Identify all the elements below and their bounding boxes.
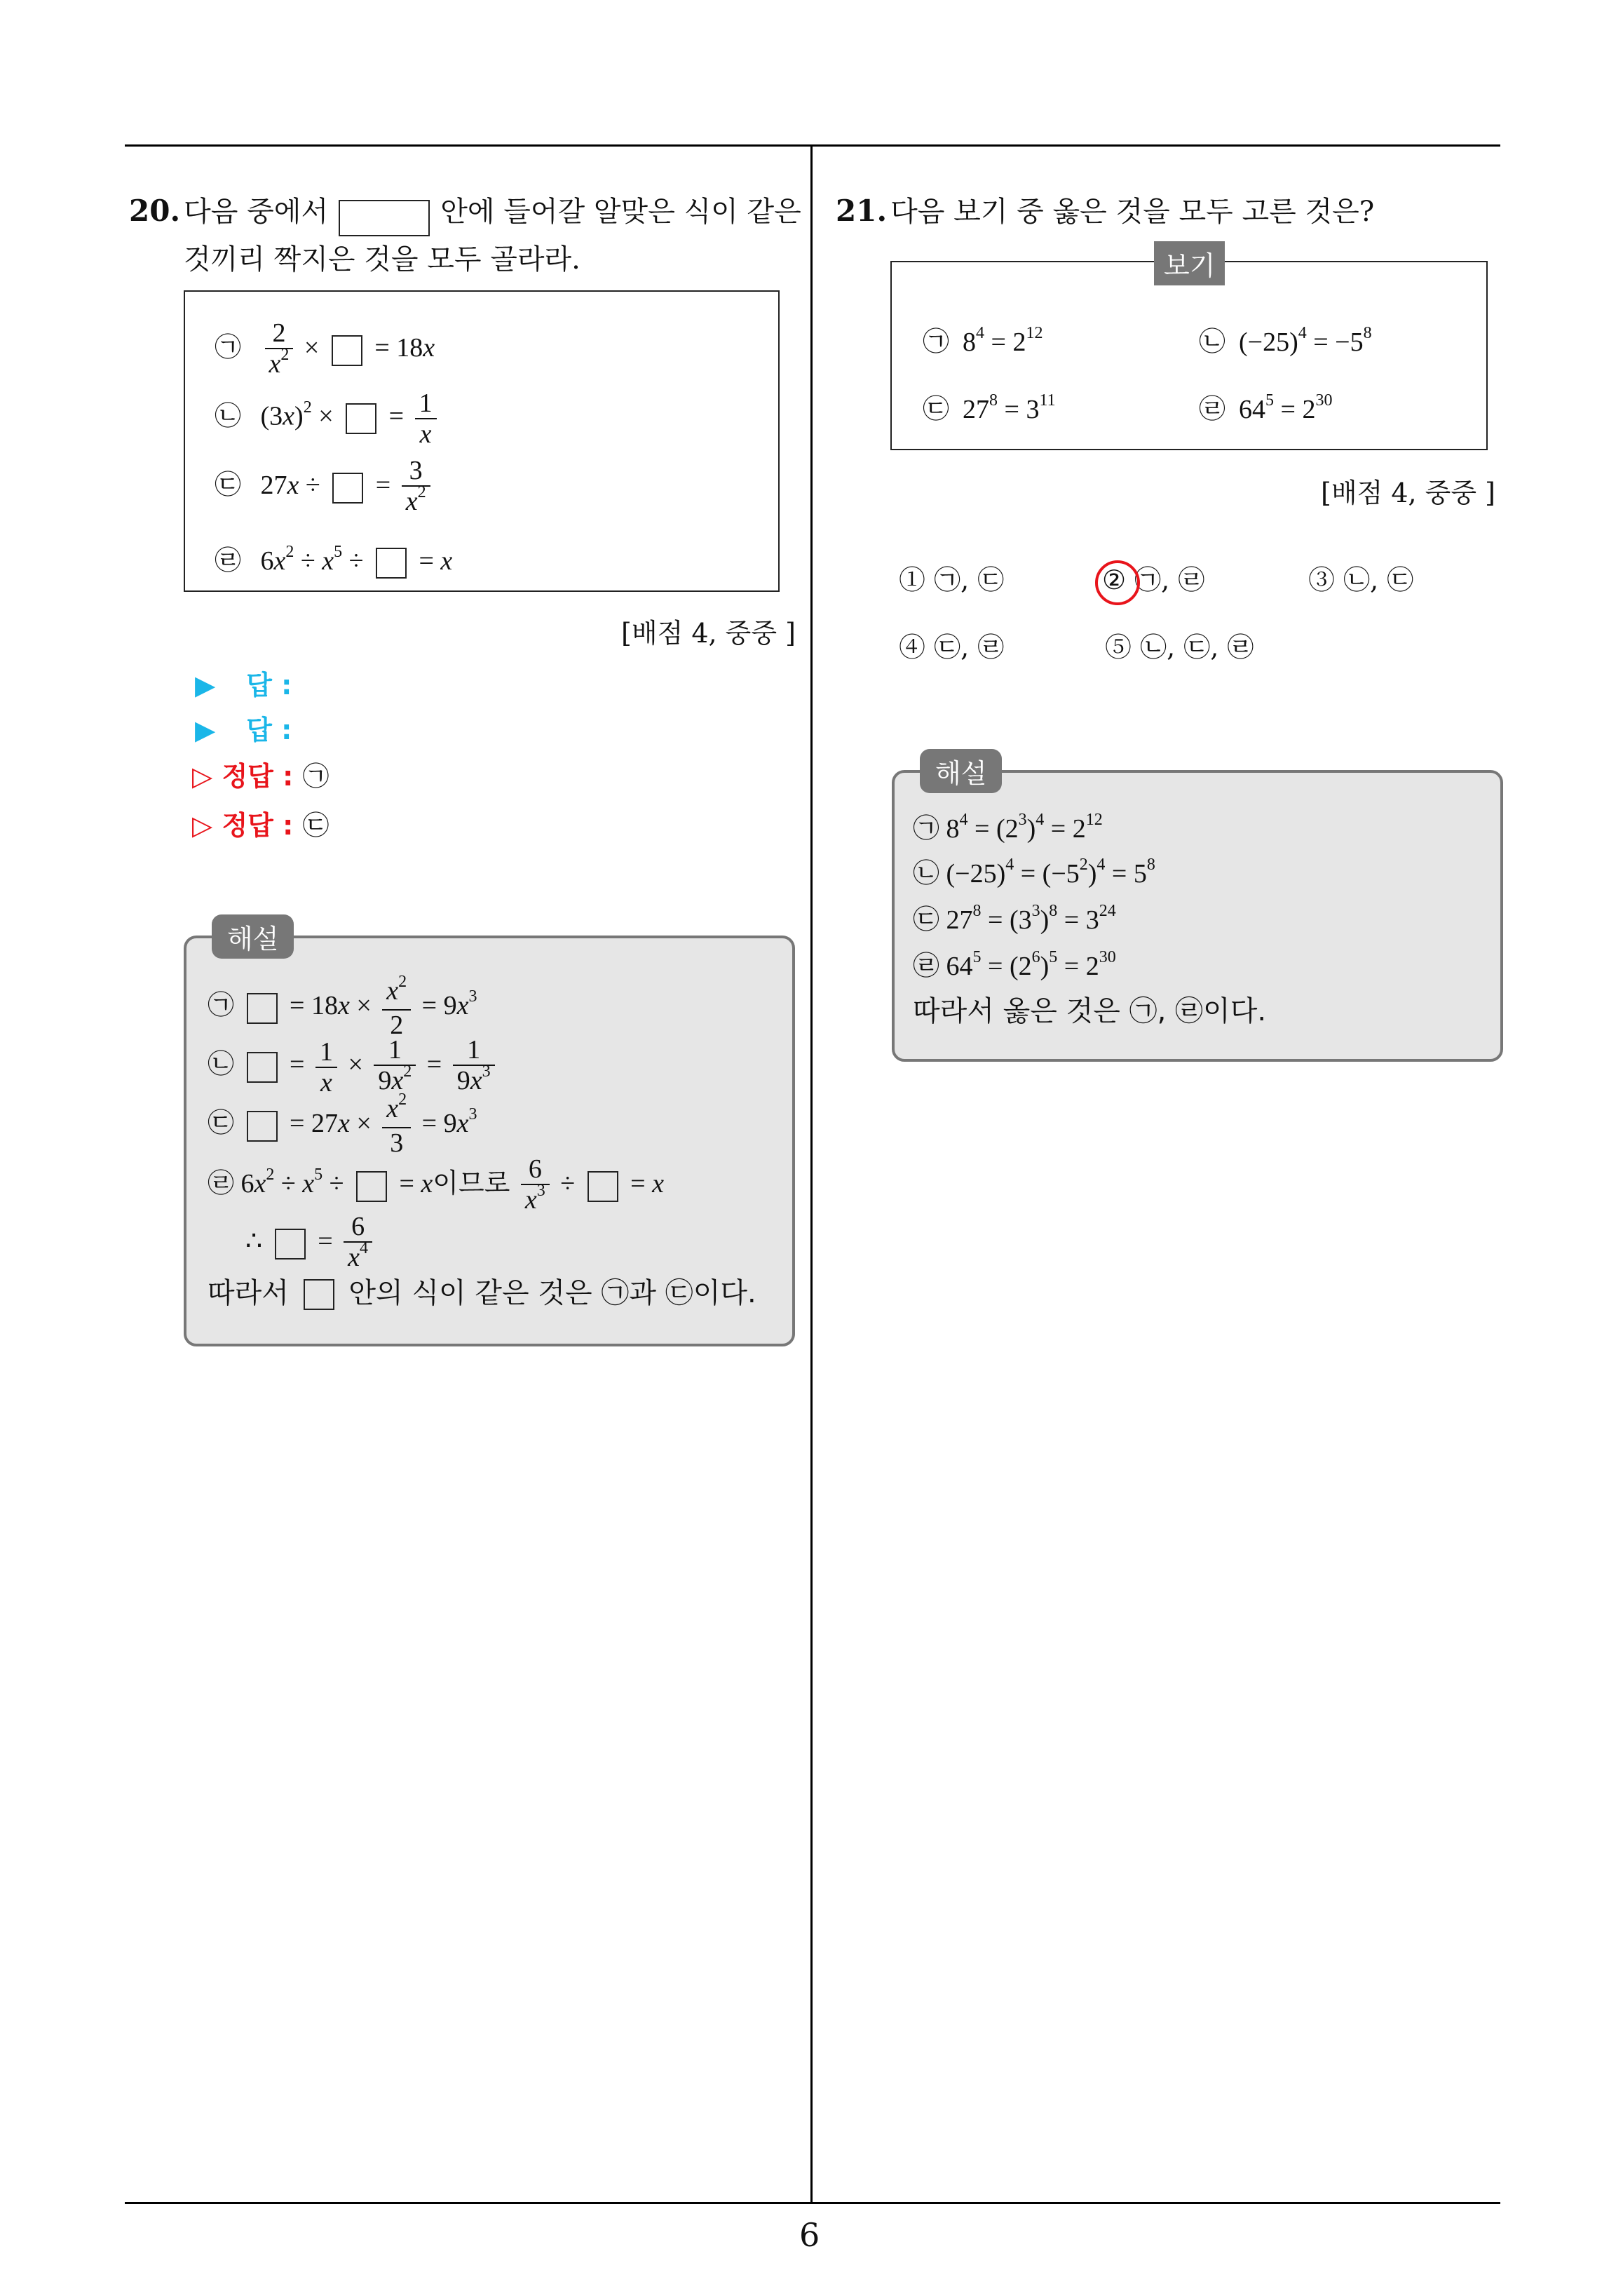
q20-correct-answer-1: ▷ 정답 : ㉠: [192, 761, 330, 792]
q20-score: [배점 4, 중중 ]: [621, 618, 796, 649]
q21-choice-1[interactable]: ① ㉠, ㉢: [899, 565, 1005, 595]
q20-item-b: ㉡ $(3x)^2$ × = $\frac{1}{x}$: [215, 389, 441, 449]
q20-expl-c: ㉢ = 27x × $\frac{x^2}{3}$ = $9x^3$: [208, 1090, 477, 1158]
top-rule: [125, 144, 1500, 147]
blank-square: [332, 473, 363, 504]
blank-square: [376, 548, 407, 579]
q20-answer-blank-2: ▶ 답 :: [195, 715, 292, 745]
q21-question: [836, 189, 1374, 229]
q20-expl-b: ㉡ = $\frac{1}{x}$ × $\frac{1}{9x^2}$ = $\frac{1}{9x^3}$: [208, 1035, 499, 1099]
q20-text-after-box: 안에 들어갈 알맞은 식이 같은: [440, 196, 801, 228]
q20-correct-answer-2: ▷ 정답 : ㉢: [192, 810, 330, 841]
q21-choice-4[interactable]: ④ ㉢, ㉣: [899, 632, 1005, 663]
q21-choice-2[interactable]: ② ㉠, ㉣: [1102, 558, 1204, 597]
q20-expl-therefore: ∴ = $\frac{6}{x^4}$: [245, 1212, 376, 1276]
q20-item-c: ㉢ 27x ÷ = $\frac{3}{x^2}$: [215, 456, 435, 520]
q20-item-d: ㉣ $6x^2 \div x^5$ ÷ = x: [215, 539, 452, 579]
q21-item-c: ㉢ $27^8 = 3^{11}$: [923, 391, 1056, 424]
q20-question-line1: [129, 189, 801, 236]
q20-number: 20.: [129, 194, 181, 228]
q21-expl-b: ㉡ $(-25)^4 = (-5^2)^4 = 5^8$: [913, 856, 1155, 889]
page-number: 6: [799, 2216, 820, 2254]
q21-expl-c: ㉢ $27^8 = (3^3)^8 = 3^{24}$: [913, 902, 1116, 935]
q21-expl-d: ㉣ $64^5 = (2^6)^5 = 2^{30}$: [913, 948, 1116, 981]
q21-item-b: ㉡ $(-25)^4 = -5^8$: [1199, 324, 1372, 357]
bottom-rule: [125, 2202, 1500, 2204]
q20-explanation-tag: 해설: [212, 914, 294, 959]
column-divider: [810, 144, 813, 2203]
blank-arrow-icon: ▶: [195, 670, 216, 701]
q20-question-line2: 것끼리 짝지은 것을 모두 골라라.: [184, 243, 580, 276]
q21-choice-3[interactable]: ③ ㉡, ㉢: [1308, 565, 1414, 595]
q21-number: 21.: [836, 194, 888, 228]
q21-explanation-tag: 해설: [920, 749, 1002, 793]
blank-square: [332, 335, 362, 366]
q20-blank-box: [339, 200, 430, 236]
q21-expl-a: ㉠ $8^4 = (2^3)^4 = 2^{12}$: [913, 811, 1103, 844]
blank-arrow-icon: ▶: [195, 715, 216, 745]
blank-square: [346, 403, 376, 434]
q21-text: 다음 보기 중 옳은 것을 모두 고른 것은?: [890, 196, 1375, 228]
q20-expl-d: ㉣ $6x^2 \div x^5$ ÷ = x이므로 $\frac{6}{x^3}$ ÷ = x: [208, 1154, 664, 1215]
selected-circle-icon: ②: [1102, 565, 1126, 595]
q21-item-d: ㉣ $64^5 = 2^{30}$: [1199, 391, 1333, 424]
q20-expl-a: ㉠ = 18x × $\frac{x^2}{2}$ = $9x^3$: [208, 973, 477, 1040]
q20-expl-conclusion: 따라서 안의 식이 같은 것은 ㉠과 ㉢이다.: [208, 1277, 756, 1309]
answer-arrow-icon: ▷: [192, 761, 213, 792]
q20-text-before-box: 다음 중에서: [184, 196, 329, 228]
q20-item-a: ㉠ $\frac{2}{x^2}$ × = 18x: [215, 318, 435, 379]
q21-choice-5[interactable]: ⑤ ㉡, ㉢, ㉣: [1105, 632, 1254, 663]
q20-answer-blank-1: ▶ 답 :: [195, 670, 292, 701]
q21-score: [배점 4, 중중 ]: [1321, 478, 1495, 508]
q21-item-a: ㉠ $8^4 = 2^{12}$: [923, 324, 1043, 357]
red-circle-mark: [1095, 560, 1140, 605]
q21-example-tag: 보기: [1154, 241, 1225, 285]
q21-expl-conclusion: 따라서 옳은 것은 ㉠, ㉣이다.: [913, 995, 1267, 1027]
answer-arrow-icon: ▷: [192, 810, 213, 841]
